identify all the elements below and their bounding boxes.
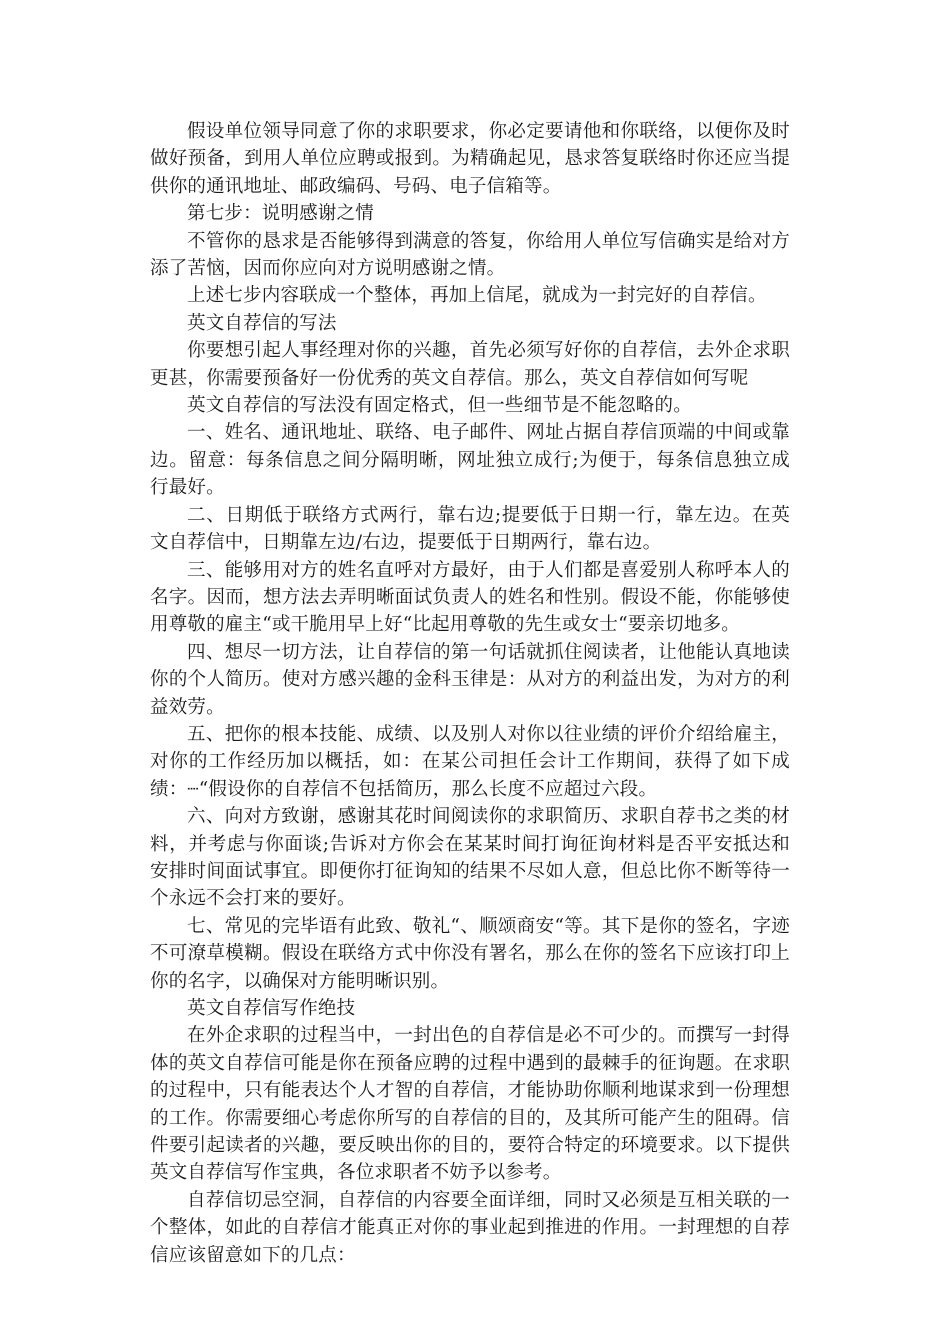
paragraph-avoid-emptiness: 自荐信切忌空洞，自荐信的内容要全面详细，同时又必须是互相关联的一个整体，如此的自荐信才能真正对你的事业起到推进的作用。一封理想的自荐信应该留意如下的几点： [150, 1189, 790, 1266]
paragraph-item-three: 三、能够用对方的姓名直呼对方最好，由于人们都是喜爱别人称呼本人的名字。因而，想方法去弄明晰面试负责人的姓名和性别。假设不能，你能够使用尊敬的雇主“或干脆用早上好“比起用尊敬的先生或女士“要亲切地多。 [150, 559, 790, 636]
paragraph-foreign-company: 在外企求职的过程当中，一封出色的自荐信是必不可少的。而撰写一封得体的英文自荐信可能是你在预备应聘的过程中遇到的最棘手的征询题。在求职的过程中，只有能表达个人才智的自荐信，才能协助你顺利地谋求到一份理想的工作。你需要细心考虑你所写的自荐信的目的，及其所可能产生的阻碍。信件要引起读者的兴趣，要反映出你的目的，要符合特定的环境要求。以下提供英文自荐信写作宝典，各位求职者不妨予以参考。 [150, 1025, 790, 1184]
paragraph-item-six: 六、向对方致谢，感谢其花时间阅读你的求职简历、求职自荐书之类的材料，并考虑与你面谈;告诉对方你会在某某时间打询征询材料是否平安抵达和安排时间面试事宜。即便你打征询知的结果不尽如人意，但总比你不断等待一个永远不会打来的要好。 [150, 806, 790, 910]
heading-english-letter-writing: 英文自荐信的写法 [187, 312, 337, 334]
paragraph-hr-interest: 你要想引起人事经理对你的兴趣，首先必须写好你的自荐信，去外企求职更甚，你需要预备好一份优秀的英文自荐信。那么，英文自荐信如何写呢 [150, 340, 790, 389]
paragraph-no-fixed-format: 英文自荐信的写法没有固定格式，但一些细节是不能忽略的。 [187, 395, 692, 417]
paragraph-item-one: 一、姓名、通讯地址、联络、电子邮件、网址占据自荐信顶端的中间或靠边。留意：每条信息之间分隔明晰，网址独立成行;为便于，每条信息独立成行最好。 [150, 422, 790, 499]
paragraph-thanks: 不管你的恳求是否能够得到满意的答复，你给用人单位写信确实是给对方添了苦恼，因而你应向对方说明感谢之情。 [150, 230, 790, 280]
document-body [150, 118, 790, 1269]
paragraph-contact-request: 假设单位领导同意了你的求职要求，你必定要请他和你联络，以便你及时做好预备，到用人单位应聘或报到。为精确起见，恳求答复联络时你还应当提供你的通讯地址、邮政编码、号码、电子信箱等。 [150, 121, 790, 197]
heading-writing-tips: 英文自荐信写作绝技 [187, 998, 356, 1019]
paragraph-summary: 上述七步内容联成一个整体，再加上信尾，就成为一封完好的自荐信。 [187, 285, 767, 307]
paragraph-item-seven: 七、常见的完毕语有此致、敬礼“、顺颂商安“等。其下是你的签名，字迹不可潦草模糊。假设在联络方式中你没有署名，那么在你的签名下应该打印上你的名字，以确保对方能明晰识别。 [150, 915, 790, 992]
paragraph-item-two: 二、日期低于联络方式两行，靠右边;提要低于日期一行，靠左边。在英文自荐信中，日期靠左边/右边，提要低于日期两行，靠右边。 [150, 504, 790, 554]
paragraph-item-four: 四、想尽一切方法，让自荐信的第一句话就抓住阅读者，让他能认真地读你的个人简历。使对方感兴趣的金科玉律是：从对方的利益出发，为对方的利益效劳。 [150, 641, 790, 718]
paragraph-item-five: 五、把你的根本技能、成绩、以及别人对你以往业绩的评价介绍给雇主，对你的工作经历加以概括，如：在某公司担任会计工作期间，获得了如下成绩：┈“假设你的自荐信不包括简历，那么长度不应超过六段。 [150, 723, 790, 800]
heading-step-seven: 第七步：说明感谢之情 [187, 203, 375, 225]
